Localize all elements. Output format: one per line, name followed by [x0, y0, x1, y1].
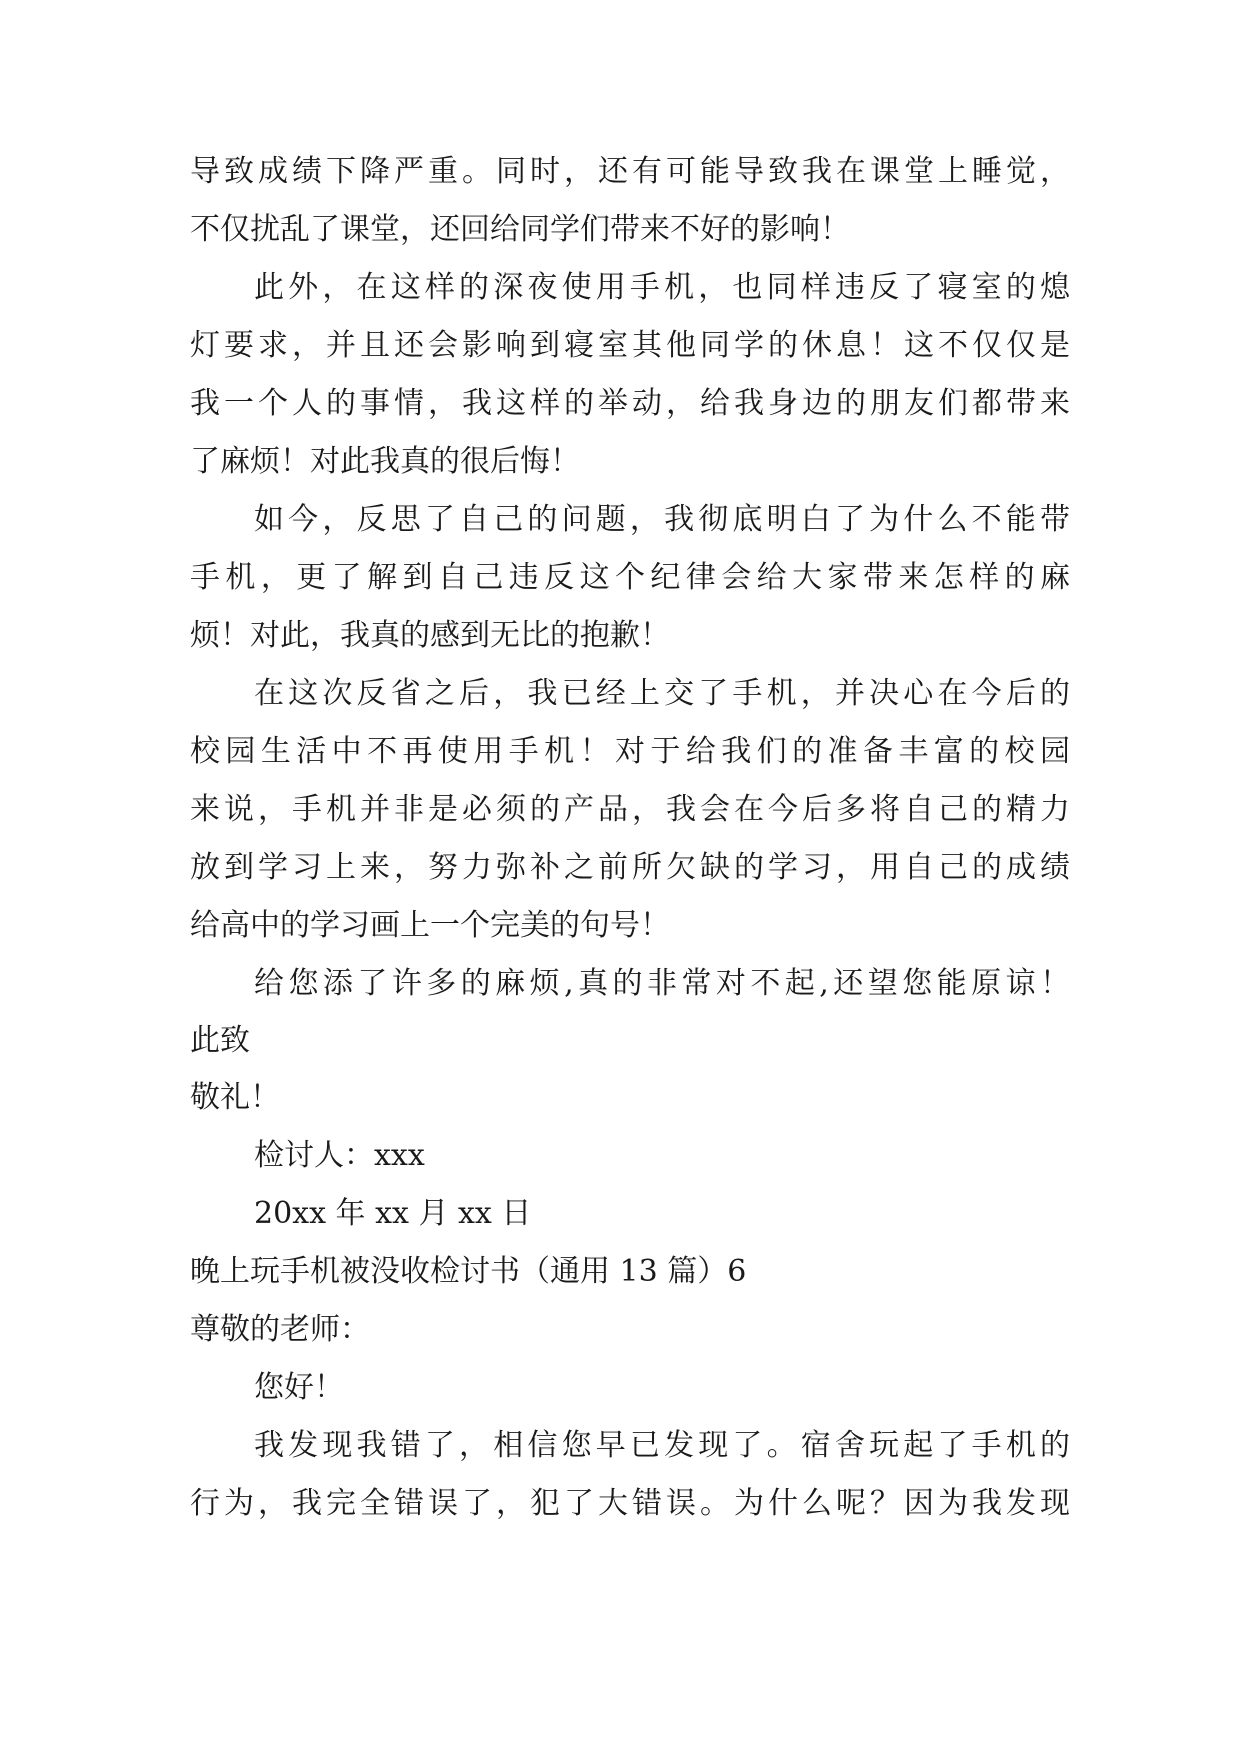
closing-salutation: 此致 [190, 1023, 250, 1058]
text-line: 导致成绩下降严重。同时，还有可能导致我在课堂上睡觉， [190, 154, 1070, 189]
greeting-addressee: 尊敬的老师： [190, 1312, 370, 1347]
signature-date: 20xx 年 xx 月 xx 日 [254, 1196, 532, 1231]
text-line: 我一个人的事情，我这样的举动，给我身边的朋友们都带来 [190, 386, 1070, 421]
text-line: 来说，手机并非是必须的产品，我会在今后多将自己的精力 [190, 792, 1070, 827]
text-line: 给高中的学习画上一个完美的句号！ [190, 908, 670, 943]
paragraph-start-line: 在这次反省之后，我已经上交了手机，并决心在今后的 [254, 676, 1070, 711]
paragraph-start-line: 此外，在这样的深夜使用手机，也同样违反了寝室的熄 [254, 270, 1070, 305]
text-line: 不仅扰乱了课堂，还回给同学们带来不好的影响！ [190, 212, 850, 247]
text-line: 行为，我完全错误了，犯了大错误。为什么呢？因为我发现 [190, 1486, 1070, 1521]
text-line: 手机，更了解到自己违反这个纪律会给大家带来怎样的麻 [190, 560, 1070, 595]
paragraph-start-line: 我发现我错了，相信您早已发现了。宿舍玩起了手机的 [254, 1428, 1070, 1463]
text-line: 灯要求，并且还会影响到寝室其他同学的休息！这不仅仅是 [190, 328, 1070, 363]
text-line: 校园生活中不再使用手机！对于给我们的准备丰富的校园 [190, 734, 1070, 769]
greeting-hello: 您好！ [254, 1370, 344, 1405]
text-line: 放到学习上来，努力弥补之前所欠缺的学习，用自己的成绩 [190, 850, 1070, 885]
section-title: 晚上玩手机被没收检讨书（通用 13 篇）6 [190, 1254, 747, 1289]
closing-regards: 敬礼！ [190, 1080, 280, 1115]
apology-line: 给您添了许多的麻烦,真的非常对不起,还望您能原谅！ [254, 966, 1070, 1001]
paragraph-start-line: 如今，反思了自己的问题，我彻底明白了为什么不能带 [254, 502, 1070, 537]
signature-author: 检讨人：xxx [254, 1138, 425, 1173]
text-line: 了麻烦！对此我真的很后悔！ [190, 444, 580, 479]
text-line: 烦！对此，我真的感到无比的抱歉！ [190, 618, 670, 653]
